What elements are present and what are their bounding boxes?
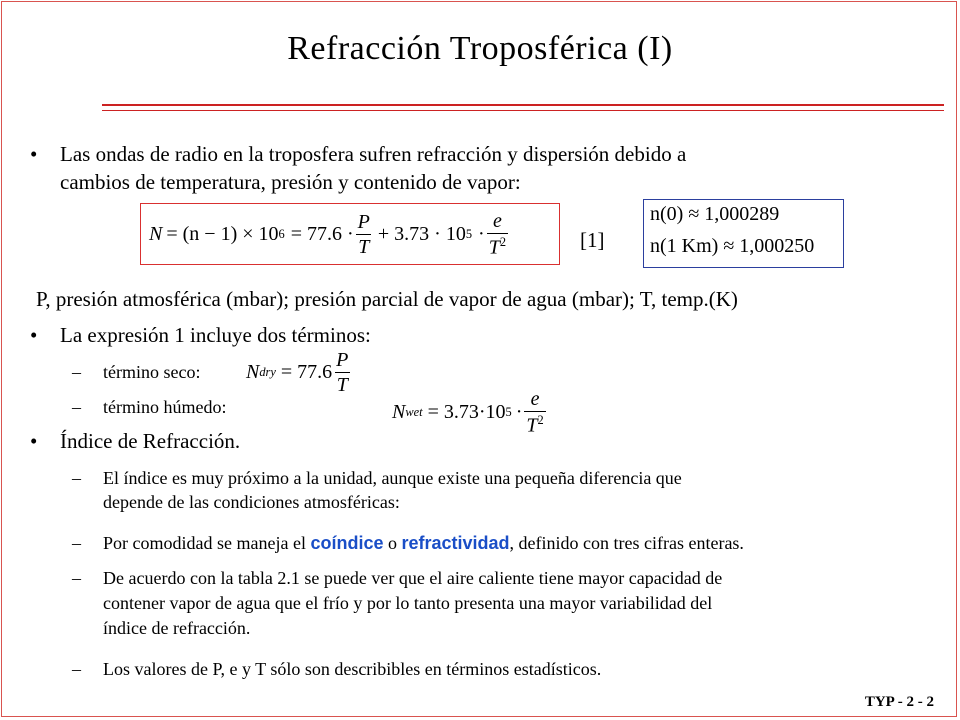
wet-coefficient: = 3.73·10 [427,400,506,423]
bullet1-line1: Las ondas de radio en la troposfera sufren refracción y dispersión debido a [60,142,687,166]
eq-exp1: 6 [278,226,285,241]
eq-part2: = 77.6 · [290,222,354,245]
wet-term-equation [392,384,548,440]
refractivity-equation [149,204,510,264]
eq-part3: + 3.73 · 10 [377,222,466,245]
dry-fraction [334,350,350,395]
dry-coefficient: = 77.6 [280,360,333,383]
refractivity-equation-box [140,203,560,265]
index-sub3-line1: De acuerdo con la tabla 2.1 se puede ver que el aire caliente tiene mayor capacidad de [103,568,723,588]
wet-frac-den [524,411,545,436]
index-row1-rhs: ≈ 1,000289 [688,203,780,225]
wet-frac-den-t: T [526,414,538,437]
index-sub2-mid: o [383,533,402,553]
slide-title: Refracción Troposférica (I) [287,30,673,67]
index-sub2-post: , definido con tres cifras enteras. [509,533,744,553]
wet-exponent: 5 [505,404,512,419]
wet-subscript: wet [405,404,423,419]
wet-term-label: término húmedo: [103,397,227,417]
dry-frac-num: P [336,348,349,371]
wet-frac-num: e [530,387,540,410]
eq-frac2-den [487,233,508,258]
eq-frac1-num: P [357,210,370,233]
index-sub2-line [103,533,744,554]
index-sub1-line2: depende de las condiciones atmosféricas: [103,492,400,512]
wet-dot: · [515,400,523,423]
bullet-marker: • [30,429,38,453]
wet-frac-den-exp: 2 [537,412,544,427]
title-rule-thick [102,104,944,106]
eq-exp2: 5 [465,226,473,241]
dash-marker: – [72,533,81,553]
index-sub3-line2: contener vapor de agua que el frío y por lo tanto presenta una mayor variabilidad del [103,593,713,613]
dash-marker: – [72,659,81,679]
variable-legend: P, presión atmosférica (mbar); presión parcial de vapor de agua (mbar); T, temp.(K) [36,287,738,311]
dry-symbol: N [246,360,260,383]
index-row2-lhs: n(1 Km) [650,235,719,257]
title-rule-thin [102,110,944,111]
bullet1-line2: cambios de temperatura, presión y contenido de vapor: [60,170,521,194]
eq-frac2-den-t: T [488,236,500,259]
equation-reference: [1] [580,228,605,252]
refractividad-term: refractividad [401,533,510,553]
index-row1-lhs: n(0) [650,203,684,225]
eq-part1: = (n − 1) × 10 [166,222,279,245]
dry-term-equation [246,344,352,400]
dash-marker: – [72,468,81,488]
dash-marker: – [72,568,81,588]
slide-footer: TYP - 2 - 2 [864,694,934,710]
index-values-box [643,199,844,268]
eq-fraction-e-t2 [487,211,508,258]
eq-dot: · [478,222,485,245]
index-sub1-line1: El índice es muy próximo a la unidad, aunque existe una pequeña diferencia que [103,468,682,488]
index-row2-rhs: ≈ 1,000250 [723,235,815,257]
dry-subscript: dry [259,364,276,379]
dry-frac-den: T [336,373,348,396]
index-row-1km [650,235,814,258]
wet-fraction [524,389,545,436]
eq-lhs: N [149,222,163,245]
eq-frac1-den: T [358,235,370,258]
eq-fraction-p-t [356,212,372,257]
bullet2-text: La expresión 1 incluye dos términos: [60,323,371,347]
index-sub4-text: Los valores de P, e y T sólo son describibles en términos estadísticos. [103,659,602,679]
index-row-ground [650,203,779,226]
dash-marker: – [72,362,81,382]
index-sub2-pre: Por comodidad se maneja el [103,533,311,553]
index-sub3-line3: índice de refracción. [103,618,251,638]
bullet-marker: • [30,142,38,166]
bullet3-text: Índice de Refracción. [60,429,241,453]
dash-marker: – [72,397,81,417]
bullet-marker: • [30,323,38,347]
dry-term-label: término seco: [103,362,201,382]
eq-frac2-den-exp: 2 [499,234,507,249]
coindice-term: coíndice [310,533,384,553]
wet-symbol: N [392,400,406,423]
eq-frac2-num: e [492,209,502,232]
